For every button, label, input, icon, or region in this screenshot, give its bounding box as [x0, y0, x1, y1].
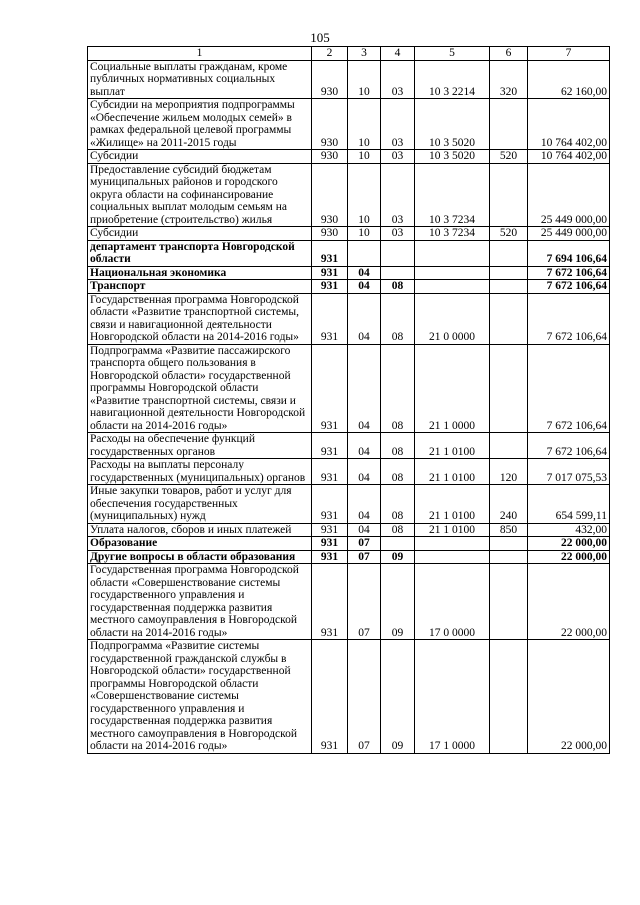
code-section: 07 [348, 640, 381, 754]
code-subsection: 09 [381, 550, 415, 564]
code-subsection: 08 [381, 293, 415, 344]
code-target-article: 21 1 0100 [415, 485, 490, 524]
code-target-article [415, 537, 490, 551]
budget-table [87, 46, 610, 754]
code-expense-type: 320 [490, 60, 528, 99]
row-name: Другие вопросы в области образования [88, 550, 312, 564]
amount: 7 672 106,64 [528, 293, 610, 344]
amount: 10 764 402,00 [528, 150, 610, 164]
code-target-article [415, 550, 490, 564]
row-name: Социальные выплаты гражданам, кроме публичных нормативных социальных выплат [88, 60, 312, 99]
code-subsection: 03 [381, 99, 415, 150]
code-section [348, 240, 381, 266]
row-name: Субсидии на мероприятия подпрограммы «Обеспечение жильем молодых семей» в рамках федеральной целевой программы «Жилище» на 2011-2015 годы [88, 99, 312, 150]
table-row [88, 266, 610, 280]
row-name: Расходы на обеспечение функций государственных органов [88, 433, 312, 459]
code-ministry: 931 [312, 523, 348, 537]
table-row [88, 537, 610, 551]
code-expense-type [490, 240, 528, 266]
code-subsection: 08 [381, 523, 415, 537]
code-section: 07 [348, 537, 381, 551]
code-expense-type: 520 [490, 227, 528, 241]
table-body [88, 60, 610, 753]
code-section: 04 [348, 433, 381, 459]
row-name: Субсидии [88, 227, 312, 241]
table-row [88, 240, 610, 266]
code-subsection: 03 [381, 60, 415, 99]
code-section: 10 [348, 60, 381, 99]
column-header: 4 [381, 47, 415, 61]
column-header: 2 [312, 47, 348, 61]
code-section: 10 [348, 150, 381, 164]
table-row [88, 227, 610, 241]
amount: 7 672 106,64 [528, 280, 610, 294]
code-section: 04 [348, 266, 381, 280]
code-ministry: 930 [312, 150, 348, 164]
row-name: Государственная программа Новгородской области «Совершенствование системы государственного управления и государственная поддержка развития местного самоуправления в Новгородской области на 2014-2016 годы» [88, 564, 312, 640]
amount: 25 449 000,00 [528, 227, 610, 241]
code-expense-type: 520 [490, 150, 528, 164]
table-row [88, 564, 610, 640]
table-row [88, 433, 610, 459]
code-subsection: 08 [381, 280, 415, 294]
column-header: 7 [528, 47, 610, 61]
row-name: Иные закупки товаров, работ и услуг для обеспечения государственных (муниципальных) нужд [88, 485, 312, 524]
row-name: Образование [88, 537, 312, 551]
code-target-article: 10 3 7234 [415, 227, 490, 241]
code-expense-type: 850 [490, 523, 528, 537]
code-ministry: 931 [312, 433, 348, 459]
code-ministry: 931 [312, 485, 348, 524]
code-ministry: 931 [312, 550, 348, 564]
code-ministry: 931 [312, 564, 348, 640]
row-name: Предоставление субсидий бюджетам муниципальных районов и городского округа области на софинансирование социальных выплат молодым семьям на приобретение (строительство) жилья [88, 163, 312, 227]
code-target-article: 10 3 7234 [415, 163, 490, 227]
code-ministry: 931 [312, 537, 348, 551]
amount: 22 000,00 [528, 537, 610, 551]
code-ministry: 931 [312, 240, 348, 266]
code-subsection [381, 240, 415, 266]
amount: 22 000,00 [528, 550, 610, 564]
code-section: 10 [348, 99, 381, 150]
table-row [88, 550, 610, 564]
code-subsection: 08 [381, 485, 415, 524]
row-name: Государственная программа Новгородской области «Развитие транспортной системы, связи и навигационной деятельности Новгородской области на 2014-2016 годы» [88, 293, 312, 344]
code-ministry: 930 [312, 99, 348, 150]
row-name: департамент транспорта Новгородской области [88, 240, 312, 266]
code-ministry: 931 [312, 344, 348, 433]
amount: 22 000,00 [528, 640, 610, 754]
table-header-row [88, 47, 610, 61]
code-subsection [381, 266, 415, 280]
column-header: 3 [348, 47, 381, 61]
table-row [88, 150, 610, 164]
code-subsection: 09 [381, 640, 415, 754]
code-expense-type [490, 99, 528, 150]
table-row [88, 99, 610, 150]
amount: 10 764 402,00 [528, 99, 610, 150]
code-target-article: 17 0 0000 [415, 564, 490, 640]
code-section: 04 [348, 459, 381, 485]
amount: 62 160,00 [528, 60, 610, 99]
row-name: Подпрограмма «Развитие системы государственной гражданской службы в Новгородской области» государственной программы Новгородской области «Совершенствование системы государственного управления и государственная поддержка развития местного самоуправления в Новгородской области на 2014-2016 годы» [88, 640, 312, 754]
table-row [88, 163, 610, 227]
code-target-article: 21 1 0000 [415, 344, 490, 433]
column-header: 6 [490, 47, 528, 61]
code-ministry: 930 [312, 227, 348, 241]
row-name: Уплата налогов, сборов и иных платежей [88, 523, 312, 537]
row-name: Транспорт [88, 280, 312, 294]
code-subsection: 08 [381, 344, 415, 433]
amount: 7 672 106,64 [528, 433, 610, 459]
table-row [88, 485, 610, 524]
code-section: 10 [348, 163, 381, 227]
code-section: 07 [348, 550, 381, 564]
table-row [88, 459, 610, 485]
code-target-article: 17 1 0000 [415, 640, 490, 754]
table-row [88, 293, 610, 344]
code-expense-type [490, 550, 528, 564]
code-target-article: 21 0 0000 [415, 293, 490, 344]
code-ministry: 931 [312, 459, 348, 485]
table-row [88, 60, 610, 99]
code-expense-type [490, 280, 528, 294]
amount: 432,00 [528, 523, 610, 537]
code-subsection [381, 537, 415, 551]
row-name: Субсидии [88, 150, 312, 164]
code-expense-type: 240 [490, 485, 528, 524]
code-expense-type: 120 [490, 459, 528, 485]
row-name: Национальная экономика [88, 266, 312, 280]
amount: 7 672 106,64 [528, 344, 610, 433]
column-header: 1 [88, 47, 312, 61]
code-section: 04 [348, 485, 381, 524]
code-expense-type [490, 266, 528, 280]
code-section: 04 [348, 523, 381, 537]
code-expense-type [490, 537, 528, 551]
code-ministry: 930 [312, 163, 348, 227]
code-target-article: 10 3 2214 [415, 60, 490, 99]
amount: 7 694 106,64 [528, 240, 610, 266]
code-target-article [415, 266, 490, 280]
amount: 25 449 000,00 [528, 163, 610, 227]
code-expense-type [490, 163, 528, 227]
code-section: 04 [348, 344, 381, 433]
code-expense-type [490, 344, 528, 433]
code-subsection: 03 [381, 150, 415, 164]
code-target-article: 21 1 0100 [415, 523, 490, 537]
code-target-article: 10 3 5020 [415, 150, 490, 164]
code-subsection: 03 [381, 227, 415, 241]
table-row [88, 344, 610, 433]
code-section: 04 [348, 280, 381, 294]
table-row [88, 640, 610, 754]
code-ministry: 931 [312, 293, 348, 344]
row-name: Расходы на выплаты персоналу государственных (муниципальных) органов [88, 459, 312, 485]
code-ministry: 931 [312, 640, 348, 754]
code-target-article: 21 1 0100 [415, 433, 490, 459]
code-subsection: 08 [381, 433, 415, 459]
amount: 654 599,11 [528, 485, 610, 524]
amount: 7 017 075,53 [528, 459, 610, 485]
amount: 7 672 106,64 [528, 266, 610, 280]
code-expense-type [490, 293, 528, 344]
code-expense-type [490, 564, 528, 640]
code-ministry: 930 [312, 60, 348, 99]
code-subsection: 03 [381, 163, 415, 227]
code-section: 10 [348, 227, 381, 241]
code-expense-type [490, 433, 528, 459]
page-number: 105 [310, 30, 330, 45]
table-row [88, 523, 610, 537]
table-row [88, 280, 610, 294]
code-section: 04 [348, 293, 381, 344]
code-ministry: 931 [312, 280, 348, 294]
code-target-article [415, 280, 490, 294]
code-section: 07 [348, 564, 381, 640]
column-header: 5 [415, 47, 490, 61]
code-subsection: 09 [381, 564, 415, 640]
code-target-article: 10 3 5020 [415, 99, 490, 150]
row-name: Подпрограмма «Развитие пассажирского транспорта общего пользования в Новгородской области» государственной программы Новгородской области «Развитие транспортной системы, связи и навигационной деятельности Новгородской области на 2014-2016 годы» [88, 344, 312, 433]
code-target-article: 21 1 0100 [415, 459, 490, 485]
code-expense-type [490, 640, 528, 754]
code-ministry: 931 [312, 266, 348, 280]
code-subsection: 08 [381, 459, 415, 485]
amount: 22 000,00 [528, 564, 610, 640]
code-target-article [415, 240, 490, 266]
